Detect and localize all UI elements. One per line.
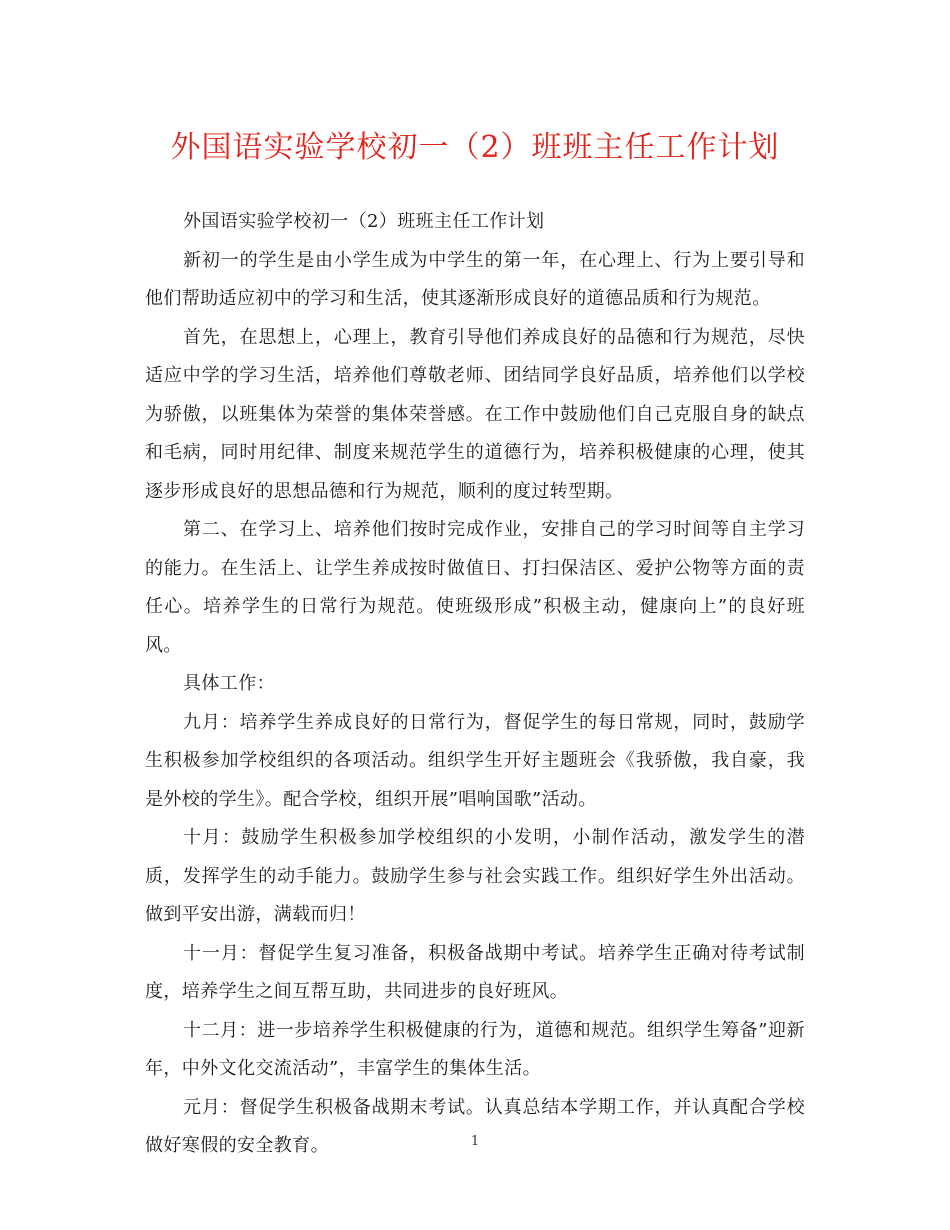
paragraph-october: 十月：鼓励学生积极参加学校组织的小发明，小制作活动，激发学生的潜质，发挥学生的动手能力。鼓励学生参与社会实践工作。组织好学生外出活动。做到平安出游，满载而归！ <box>145 827 805 925</box>
page-number: 1 <box>470 1134 480 1149</box>
paragraph-september: 九月：培养学生养成良好的日常行为，督促学生的每日常规，同时，鼓励学生积极参加学校组织的各项活动。组织学生开好主题班会《我骄傲，我自豪，我是外校的学生》。配合学校，组织开展”唱响国歌”活动。 <box>145 711 805 810</box>
document-title: 外国语实验学校初一（2）班班主任工作计划 <box>170 130 780 165</box>
paragraph-intro: 新初一的学生是由小学生成为中学生的第一年，在心理上、行为上要引导和他们帮助适应初中的学习和生活，使其逐渐形成良好的道德品质和行为规范。 <box>145 249 805 309</box>
paragraph-january: 元月：督促学生积极备战期末考试。认真总结本学期工作，并认真配合学校做好寒假的安全教育。 <box>145 1096 805 1156</box>
document-body <box>145 203 805 1166</box>
paragraph-december: 十二月：进一步培养学生积极健康的行为，道德和规范。组织学生筹备”迎新年，中外文化交流活动”，丰富学生的集体生活。 <box>145 1019 805 1079</box>
paragraph-november: 十一月：督促学生复习准备，积极备战期中考试。培养学生正确对待考试制度，培养学生之间互帮互助，共同进步的良好班风。 <box>145 942 805 1002</box>
paragraph-second: 第二、在学习上、培养他们按时完成作业，安排自己的学习时间等自主学习的能力。在生活上、让学生养成按时做值日、打扫保洁区、爱护公物等方面的责任心。培养学生的日常行为规范。使班级形成”积极主动，健康向上”的良好班风。 <box>145 519 805 656</box>
paragraph-specific-work: 具体工作： <box>183 673 275 694</box>
paragraph-first: 首先，在思想上，心理上，教育引导他们养成良好的品德和行为规范，尽快适应中学的学习生活，培养他们尊敬老师、团结同学良好品质，培养他们以学校为骄傲，以班集体为荣誉的集体荣誉感。在工作中鼓励他们自己克服自身的缺点和毛病，同时用纪律、制度来规范学生的道德行为，培养积极健康的心理，使其逐步形成良好的思想品德和行为规范，顺利的度过转型期。 <box>145 326 805 502</box>
paragraph-subtitle: 外国语实验学校初一（2）班班主任工作计划 <box>183 211 545 232</box>
